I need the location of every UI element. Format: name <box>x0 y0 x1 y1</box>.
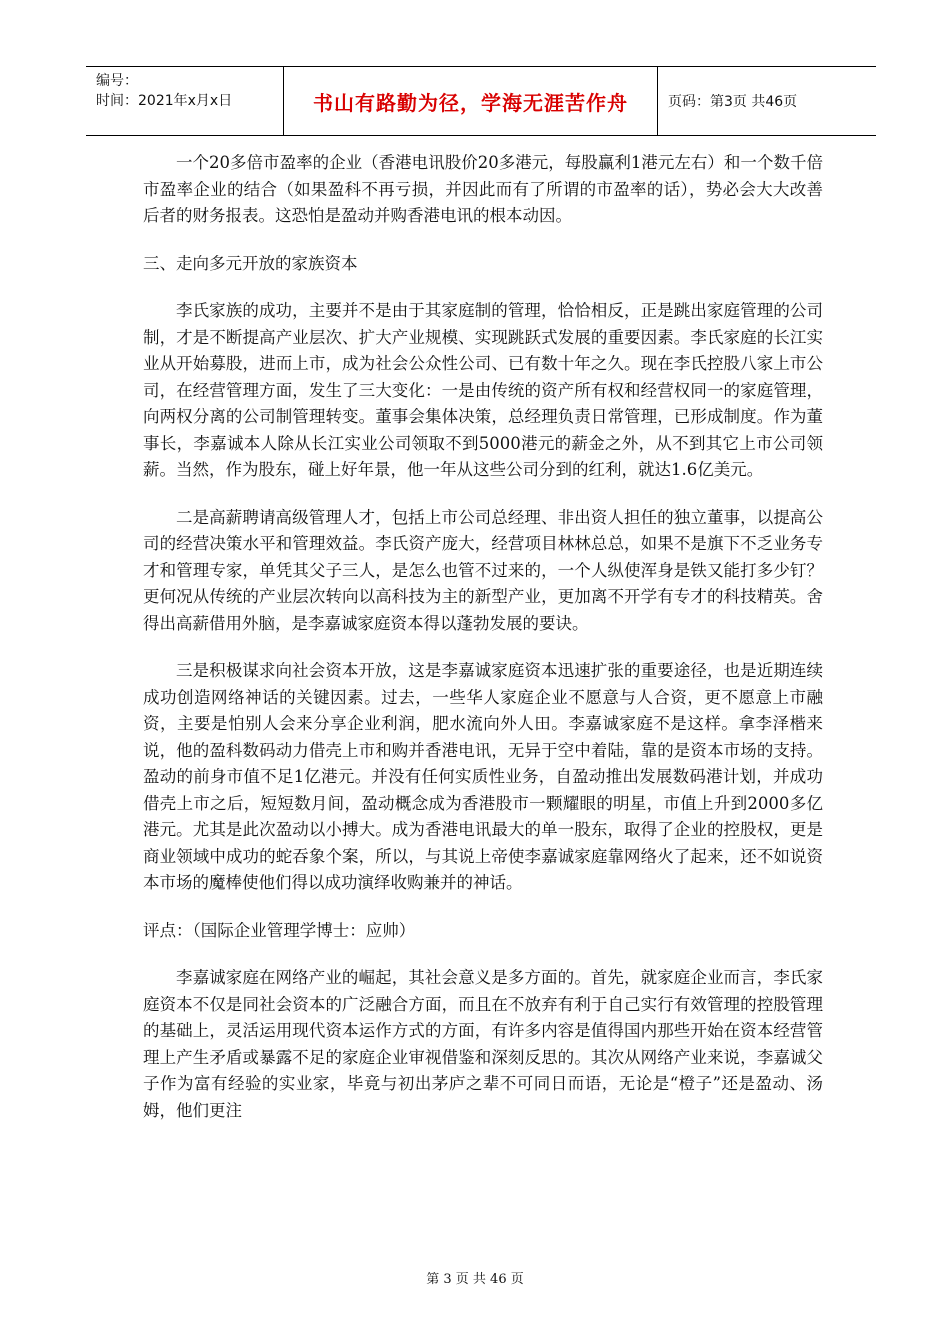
paragraph-3: 二是高薪聘请高级管理人才，包括上市公司总经理、非出资人担任的独立董事，以提高公司的经营决策水平和管理效益。李氏资产庞大，经营项目林林总总，如果不是旗下不乏业务专才和管理专家，单凭其父子三人，是怎么也管不过来的，一个人纵使浑身是铁又能打多少钉？更何况从传统的产业层次转向以高科技为主的新型产业，更加离不开学有专才的科技精英。舍得出高薪借用外脑，是李嘉诚家庭资本得以蓬勃发展的要诀。 <box>143 507 823 633</box>
serial-number-label: 编号： <box>96 73 138 89</box>
paragraph-5: 李嘉诚家庭在网络产业的崛起，其社会意义是多方面的。首先，就家庭企业而言，李氏家庭资本不仅是同社会资本的广泛融合方面，而且在不放弃有利于自己实行有效管理的控股管理的基础上，灵活运用现代资本运作方式的方面，有许多内容是值得国内那些开始在资本经营管理上产生矛盾或暴露不足的家庭企业审视借鉴和深刻反思的。其次从网络产业来说，李嘉诚父子作为富有经验的实业家，毕竟与初出茅庐之辈不可同日而语，无论是“橙子”还是盈动、汤姆，他们更注 <box>143 968 823 1120</box>
paragraph-4: 三是积极谋求向社会资本开放，这是李嘉诚家庭资本迅速扩张的重要途径，也是近期连续成功创造网络神话的关键因素。过去，一些华人家庭企业不愿意与人合资，更不愿意上市融资，主要是怕别人会来分享企业利润，肥水流向外人田。李嘉诚家庭不是这样。拿李泽楷来说，他的盈科数码动力借壳上市和购并香港电讯，无异于空中着陆，靠的是资本市场的支持。盈动的前身市值不足1亿港元。并没有任何实质性业务，自盈动推出发展数码港计划，并成功借壳上市之后，短短数月间，盈动概念成为香港股市一颗耀眼的明星，市值上升到2000多亿港元。尤其是此次盈动以小搏大。成为香港电讯最大的单一股东，取得了企业的控股权，更是商业领域中成功的蛇吞象个案，所以，与其说上帝使李嘉诚家庭靠网络火了起来，还不如说资本市场的魔棒使他们得以成功演绎收购兼并的神话。 <box>143 661 823 892</box>
page-footer: 第 3 页 共 46 页 <box>426 1272 524 1287</box>
document-body <box>143 150 823 1145</box>
date-label: 时间：2021年x月x日 <box>96 93 233 109</box>
header-table <box>86 66 876 136</box>
header-meta <box>86 67 284 135</box>
paragraph-2: 李氏家族的成功，主要并不是由于其家庭制的管理，恰恰相反，正是跳出家庭管理的公司制，才是不断提高产业层次、扩大产业规模、实现跳跃式发展的重要因素。李氏家庭的长江实业从开始募股，进而上市，成为社会公众性公司、已有数十年之久。现在李氏控股八家上市公司，在经营管理方面，发生了三大变化：一是由传统的资产所有权和经营权同一的家庭管理，向两权分离的公司制管理转变。董事会集体决策，总经理负责日常管理，已形成制度。作为董事长，李嘉诚本人除从长江实业公司领取不到5000港元的薪金之外，从不到其它上市公司领薪。当然，作为股东，碰上好年景，他一年从这些公司分到的红利，就达1.6亿美元。 <box>143 301 823 479</box>
header-motto: 书山有路勤为径，学海无涯苦作舟 <box>284 67 658 135</box>
paragraph-1: 一个20多倍市盈率的企业（香港电讯股价20多港元，每股赢利1港元左右）和一个数千倍市盈率企业的结合（如果盈科不再亏损，并因此而有了所谓的市盈率的话），势必会大大改善后者的财务报表。这恐怕是盈动并购香港电讯的根本动因。 <box>143 153 823 225</box>
header-page-number: 页码：第3页 共46页 <box>668 94 798 110</box>
commentary-heading: 评点：（国际企业管理学博士：应帅） <box>143 920 416 940</box>
section-heading: 三、走向多元开放的家族资本 <box>143 253 358 273</box>
